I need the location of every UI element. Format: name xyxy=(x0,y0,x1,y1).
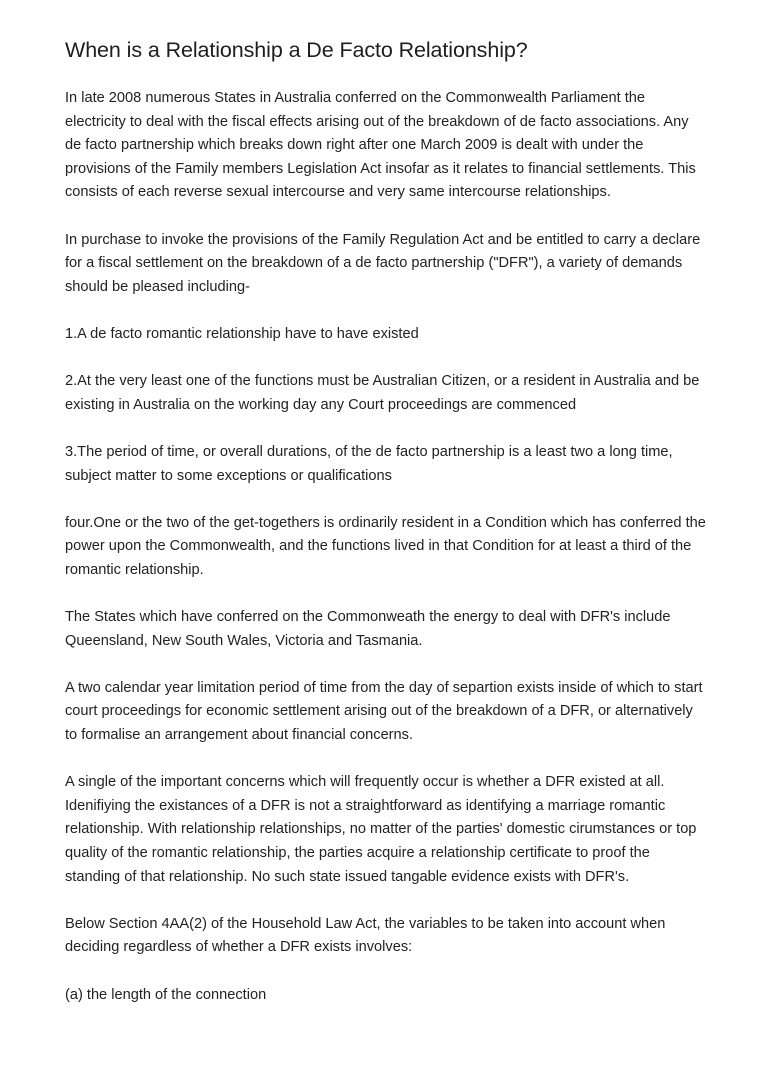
paragraph-states: The States which have conferred on the Commonweath the energy to deal with DFR's include Queensland, New South Wales, Victoria and Tasmania. xyxy=(65,609,671,649)
paragraph-requirements: In purchase to invoke the provisions of the Family Regulation Act and be entitled to carry a declare for a fiscal settlement on the breakdown of a de facto partnership ("DFR"), a variety of demands should be pleased including- xyxy=(65,231,701,295)
paragraph-item-4: four.One or the two of the get-togethers is ordinarily resident in a Condition which has conferred the power upon the Commonwealth, and the functions lived in that Condition for at least a third of the romantic relationship. xyxy=(65,514,706,578)
paragraph-item-2: 2.At the very least one of the functions must be Australian Citizen, or a resident in Australia and be existing in Australia on the working day any Court proceedings are commenced xyxy=(65,373,700,413)
paragraph-factor-a: (a) the length of the connection xyxy=(65,986,267,1003)
document-title: When is a Relationship a De Facto Relationship? xyxy=(65,38,528,62)
paragraph-item-1: 1.A de facto romantic relationship have to have existed xyxy=(65,325,419,342)
paragraph-section-4aa: Below Section 4AA(2) of the Household Law Act, the variables to be taken into account when deciding regardless of whether a DFR exists involves: xyxy=(65,915,666,956)
paragraph-limitation: A two calendar year limitation period of time from the day of separtion exists inside of which to start court proceedings for economic settlement arising out of the breakdown of a DFR, or alternatively to formalise an arrangement about financial concerns. xyxy=(65,679,703,744)
paragraph-item-3: 3.The period of time, or overall durations, of the de facto partnership is a least two a long time, subject matter to some exceptions or qualifications xyxy=(65,443,673,484)
paragraph-existence: A single of the important concerns which will frequently occur is whether a DFR existed at all. Idenifiying the existances of a DFR is not a straightforward as identifying a marriage romantic relationship. With relationship relationships, no matter of the parties' domestic cirumstances or top quality of the romantic relationship, the parties acquire a relationship certificate to proof the standing of that relationship. No such state issued tangable evidence exists with DFR's. xyxy=(65,774,697,885)
paragraph-intro: In late 2008 numerous States in Australia conferred on the Commonwealth Parliament the electricity to deal with the fiscal effects arising out of the breakdown of de facto associations. Any de facto partnership which breaks down right after one March 2009 is dealt with under the provisions of the Family members Legislation Act insofar as it relates to financial settlements. This consists of each reverse sexual intercourse and very same intercourse relationships. xyxy=(65,90,696,201)
